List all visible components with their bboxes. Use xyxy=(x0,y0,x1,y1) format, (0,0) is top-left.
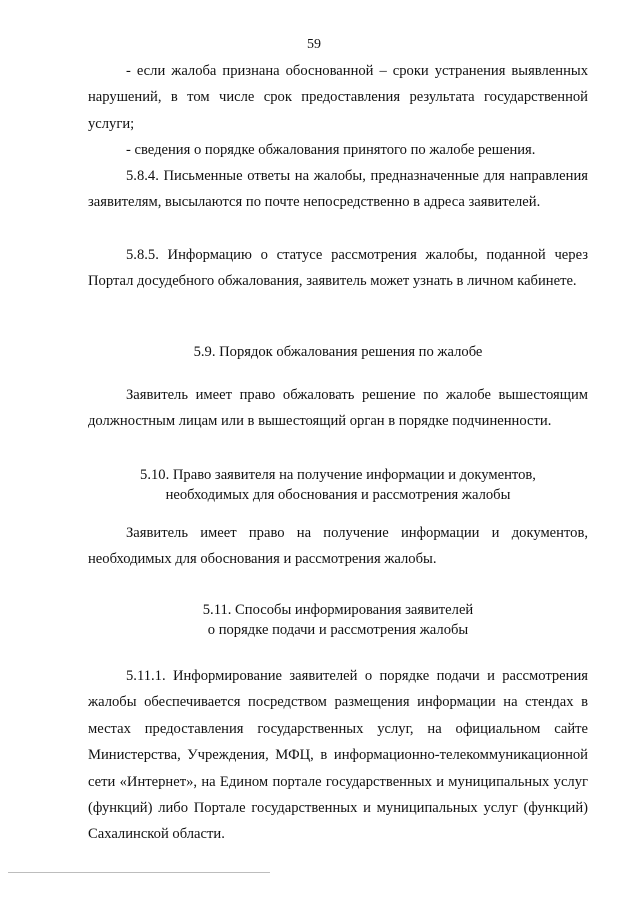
section-heading-line: 5.11. Способы информирования заявителей xyxy=(202,602,474,618)
paragraph-5-11-1 xyxy=(88,663,588,848)
section-heading-5-10 xyxy=(88,465,588,505)
section-heading-line: 5.9. Порядок обжалования решения по жалобе xyxy=(193,344,483,360)
paragraph-text: 5.8.4. Письменные ответы на жалобы, предназначенные для направления заявителям, высылаются по почте непосредственно в адреса заявителей. xyxy=(88,168,588,211)
section-heading-line: о порядке подачи и рассмотрения жалобы xyxy=(207,622,469,638)
paragraph-5-8-4 xyxy=(88,163,588,216)
paragraph-right-to-information xyxy=(88,520,588,573)
section-heading-5-9 xyxy=(88,342,588,362)
paragraph-text: - если жалоба признана обоснованной – сроки устранения выявленных нарушений, в том числе срок предоставления результата государственной услуги; xyxy=(88,63,588,132)
paragraph-right-to-appeal xyxy=(88,382,588,435)
paragraph-text: Заявитель имеет право обжаловать решение по жалобе вышестоящим должностным лицам или в вышестоящий орган в порядке подчиненности. xyxy=(88,387,588,430)
footer-divider xyxy=(8,872,270,873)
paragraph-text: - сведения о порядке обжалования принятого по жалобе решения. xyxy=(126,142,536,158)
paragraph-well-founded-complaint xyxy=(88,58,588,137)
section-heading-5-11 xyxy=(88,600,588,640)
paragraph-appeal-procedure-info xyxy=(88,137,588,163)
paragraph-text: 5.8.5. Информацию о статусе рассмотрения жалобы, поданной через Портал досудебного обжалования, заявитель может узнать в личном кабинете. xyxy=(88,247,588,290)
paragraph-5-8-5 xyxy=(88,242,588,295)
paragraph-text: Заявитель имеет право на получение информации и документов, необходимых для обоснования и рассмотрения жалобы. xyxy=(88,525,588,568)
page-number: 59 xyxy=(307,37,321,52)
section-heading-line: необходимых для обоснования и рассмотрения жалобы xyxy=(165,487,511,503)
paragraph-text: 5.11.1. Информирование заявителей о порядке подачи и рассмотрения жалобы обеспечивается посредством размещения информации на стендах в местах предоставления государственных услуг, на официальном сайте Министерства, Учреждения, МФЦ, в информационно-телекоммуникационной сети «Интернет», на Едином портале государственных и муниципальных услуг (функций) либо Портале государственных и муниципальных услуг (функций) Сахалинской области. xyxy=(88,668,588,843)
section-heading-line: 5.10. Право заявителя на получение информации и документов, xyxy=(140,467,536,483)
